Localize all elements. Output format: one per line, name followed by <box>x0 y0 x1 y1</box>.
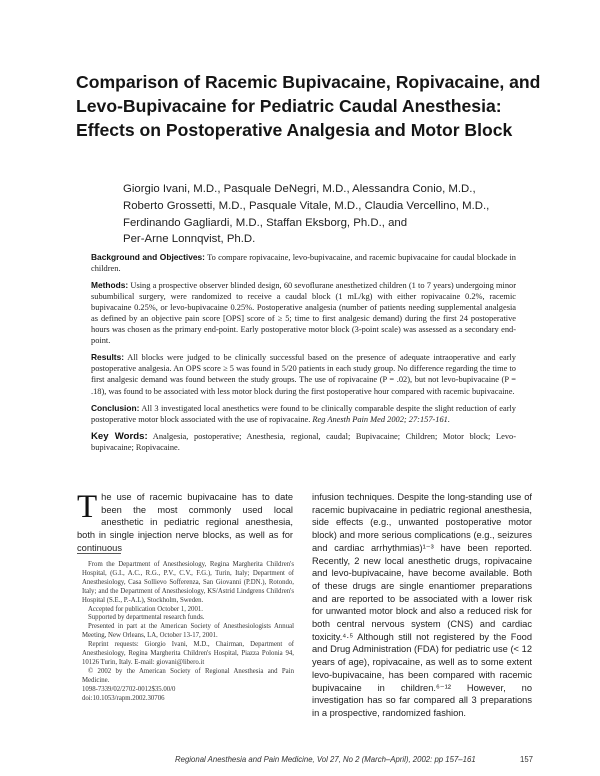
conclusion-text: All 3 investigated local anesthetics were found to be clinically comparable despite the slight reduction of early postoperative motor block associated with the use of ropivacaine. <box>91 403 516 424</box>
abstract-methods <box>91 280 516 346</box>
abstract <box>91 252 516 459</box>
author-line: Roberto Grossetti, M.D., Pasquale Vitale, M.D., Claudia Vercellino, M.D., <box>123 199 490 212</box>
intro-paragraph <box>77 491 293 555</box>
body-paragraph: infusion techniques. Despite the long-standing use of racemic bupivacaine in pediatric regional anesthesia, side effects (e.g., unwanted postoperative motor block) and more serious complications (e.g., seizures and cardiac arrhythmias)¹⁻³ have been reported. Recently, 2 new local anesthetic drugs, ropivacaine and levo-bupivacaine, have become available. Both of these drugs are single enantiomer preparations and are reported to be associated with a lower risk for unwanted motor block and also a reduced risk for both central nervous system (CNS) and cardiac toxicity.⁴·⁵ Although still not registered by the Food and Drug Administration (FDA) for pediatric use (< 12 years of age), ropivacaine, as well as to some extent levo-bupivacaine, has been compared with racemic bupivacaine in children.⁶⁻¹² However, no investigation has so far compared all 3 preparations in a prospective, randomized fashion. <box>312 492 532 718</box>
author-line: Giorgio Ivani, M.D., Pasquale DeNegri, M.D., Alessandra Conio, M.D., <box>123 183 476 195</box>
footnote-copyright: © 2002 by the American Society of Regional Anesthesia and Pain Medicine. <box>82 667 294 684</box>
footnote-issn: 1098-7339/02/2702-0012$35.00/0 <box>82 685 176 693</box>
background-text: To compare ropivacaine, levo-bupivacaine, and racemic bupivacaine for caudal blockade in children. <box>91 253 516 274</box>
footnote-presented: Presented in part at the American Society of Anesthesiologists Annual Meeting, New Orleans, LA, October 13-17, 2001. <box>82 623 294 640</box>
footnote-affiliation: From the Department of Anesthesiology, Regina Margherita Children's Hospital, (G.I., A.C., R.G., P.V., C.V., F.G.), Turin, Italy; Department of Anesthesiology, Casa Sollievo Sofferenza, San Giovanni (P.DN.), Rotondo, Italy; and the Department of Anesthesiology, KS/Astrid Lindgrens Children's Hospital (S.E., P.-A.L), Stockholm, Sweden. <box>82 561 294 604</box>
abstract-background <box>91 252 516 274</box>
body-right-column <box>312 491 532 720</box>
background-label: Background and Objectives: <box>91 252 205 262</box>
author-line: Per-Arne Lonnqvist, Ph.D. <box>123 233 256 246</box>
results-text: All blocks were judged to be clinically successful based on the presence of adequate intraoperative and early postoperative analgesia. An OPS score ≥ 5 was found in 5/20 patients in each study group. No difference regarding the time to first analgesic demand was found between the study groups. The use of ropivacaine (P = .02), but not levo-bupivacaine (P = .18), was found to be associated with less motor block during the first postoperative hour compared with racemic bupivacaine. <box>91 353 516 396</box>
methods-label: Methods: <box>91 280 129 291</box>
page-number: 157 <box>519 755 533 764</box>
intro-text: he use of racemic bupivacaine has to date been the most commonly used local anesthetic in pediatric regional anesthesia, both in single injection nerve blocks, as well as for continuous <box>77 492 293 553</box>
author-list <box>123 181 543 248</box>
footnote-accepted: Accepted for publication October 1, 2001. <box>88 605 203 613</box>
drop-cap: T <box>77 489 98 525</box>
keywords-label: Key Words: <box>91 430 148 442</box>
journal-citation: Regional Anesthesia and Pain Medicine, Vol 27, No 2 (March–April), 2002: pp 157–161 <box>175 755 476 764</box>
footnotes <box>82 561 294 704</box>
keywords-text: Analgesia, postoperative; Anesthesia, regional, caudal; Bupivacaine; Children; Motor block; Levo-bupivacaine; Ropivacaine. <box>91 431 516 452</box>
page-footer <box>175 755 533 764</box>
abstract-conclusion <box>91 403 516 425</box>
abstract-results <box>91 352 516 396</box>
methods-text: Using a prospective observer blinded design, 60 sevoflurane anesthetized children (1 to 7 years) undergoing minor subumbilical surgery, were randomized to receive a caudal block (1 mL/kg) with either ropivacaine 0.2%, racemic bupivacaine 0.25%, or levo-bupivacaine 0.25%. Postoperative analgesia (number of patients needing supplemental analgesia as defined by an objective pain score [OPS] score of ≥ 5; time to first analgesic demand) during the first 24 postoperative hours was chosen as the primary end-point. Early postoperative motor block (3-point scale) was assessed as a secondary end-point. <box>91 281 517 346</box>
citation: Reg Anesth Pain Med 2002; 27:157-161. <box>312 414 450 424</box>
conclusion-label: Conclusion: <box>91 402 140 413</box>
author-line: Ferdinando Gagliardi, M.D., Staffan Eksborg, Ph.D., and <box>123 216 408 229</box>
abstract-keywords <box>91 431 516 453</box>
footnote-funding: Supported by departmental research funds. <box>88 614 205 622</box>
footnote-doi: doi:10.1053/rapm.2002.30706 <box>82 694 165 702</box>
results-label: Results: <box>91 352 125 363</box>
body-left-column <box>77 491 293 555</box>
footnote-reprint: Reprint requests: Giorgio Ivani, M.D., Chairman, Department of Anesthesiology, Regina Margherita Children's Hospital, Piazza Polonia 94, 10126 Turin, Italy. E-mail: giovani@libero.it <box>82 641 294 666</box>
article-title: Comparison of Racemic Bupivacaine, Ropivacaine, and Levo-Bupivacaine for Pediatric Caudal Anesthesia: Effects on Postoperative Analgesia and Motor Block <box>76 72 541 141</box>
footnote-separator <box>77 553 121 554</box>
